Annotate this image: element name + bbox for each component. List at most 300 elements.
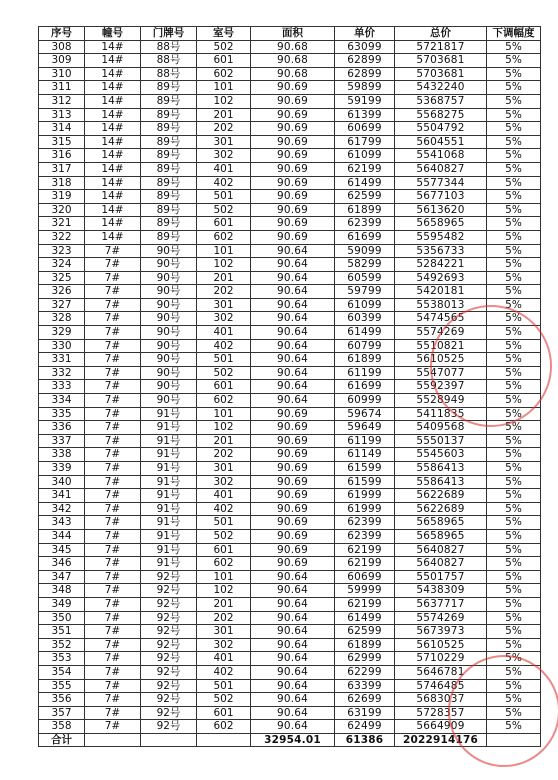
- reduction-cell: 5%: [487, 462, 541, 476]
- area-cell: 90.64: [251, 597, 335, 611]
- building-cell: 7#: [85, 502, 141, 516]
- area-cell: 90.69: [251, 529, 335, 543]
- door-number-cell: 90号: [141, 326, 197, 340]
- table-row: [39, 271, 541, 285]
- room-cell: 401: [197, 489, 251, 503]
- reduction-cell: 5%: [487, 597, 541, 611]
- unit-price-cell: 62899: [335, 67, 395, 81]
- table-row: [39, 149, 541, 163]
- reduction-cell: 5%: [487, 312, 541, 326]
- total-price-cell: 5658965: [395, 529, 487, 543]
- door-number-cell: 90号: [141, 353, 197, 367]
- room-cell: 401: [197, 162, 251, 176]
- table-row: [39, 489, 541, 503]
- room-cell: 101: [197, 81, 251, 95]
- building-cell: 14#: [85, 94, 141, 108]
- total-price-cell: 5613620: [395, 203, 487, 217]
- serial-cell: 323: [39, 244, 85, 258]
- header-door-number: 门牌号: [141, 27, 197, 41]
- room-cell: 502: [197, 40, 251, 54]
- serial-cell: 341: [39, 489, 85, 503]
- reduction-cell: 5%: [487, 217, 541, 231]
- serial-cell: 338: [39, 448, 85, 462]
- total-price-cell: 5574269: [395, 326, 487, 340]
- serial-cell: 332: [39, 366, 85, 380]
- door-number-cell: 92号: [141, 638, 197, 652]
- unit-price-cell: 59099: [335, 244, 395, 258]
- serial-cell: 326: [39, 285, 85, 299]
- unit-price-cell: 62399: [335, 516, 395, 530]
- room-cell: 202: [197, 122, 251, 136]
- serial-cell: 313: [39, 108, 85, 122]
- building-cell: 7#: [85, 693, 141, 707]
- area-cell: 90.69: [251, 462, 335, 476]
- serial-cell: 343: [39, 516, 85, 530]
- area-cell: 90.64: [251, 679, 335, 693]
- table-row: [39, 162, 541, 176]
- table-row: [39, 108, 541, 122]
- unit-price-cell: 62499: [335, 720, 395, 734]
- door-number-cell: 89号: [141, 176, 197, 190]
- unit-price-cell: 61199: [335, 366, 395, 380]
- total-price-cell: 5409568: [395, 421, 487, 435]
- serial-cell: 321: [39, 217, 85, 231]
- door-number-cell: 91号: [141, 407, 197, 421]
- total-price-cell: 5710229: [395, 652, 487, 666]
- room-cell: 302: [197, 312, 251, 326]
- room-cell: 101: [197, 570, 251, 584]
- door-number-cell: 90号: [141, 258, 197, 272]
- serial-cell: 356: [39, 693, 85, 707]
- room-cell: 202: [197, 448, 251, 462]
- room-cell: 602: [197, 557, 251, 571]
- area-cell: 90.68: [251, 54, 335, 68]
- table-row: [39, 258, 541, 272]
- table-row: [39, 285, 541, 299]
- reduction-cell: 5%: [487, 230, 541, 244]
- door-number-cell: 89号: [141, 108, 197, 122]
- total-price-cell: 5677103: [395, 190, 487, 204]
- table-row: [39, 706, 541, 720]
- total-price-cell: 5577344: [395, 176, 487, 190]
- room-cell: 302: [197, 149, 251, 163]
- total-price-cell: 5592397: [395, 380, 487, 394]
- table-row: [39, 638, 541, 652]
- table-row: [39, 40, 541, 54]
- building-cell: 7#: [85, 434, 141, 448]
- table-row: [39, 421, 541, 435]
- table-row: [39, 190, 541, 204]
- total-price-cell: 5356733: [395, 244, 487, 258]
- unit-price-cell: 59649: [335, 421, 395, 435]
- room-cell: 602: [197, 394, 251, 408]
- area-cell: 90.64: [251, 258, 335, 272]
- area-cell: 90.64: [251, 625, 335, 639]
- building-cell: 14#: [85, 40, 141, 54]
- building-cell: 7#: [85, 720, 141, 734]
- room-cell: 602: [197, 720, 251, 734]
- table-row: [39, 434, 541, 448]
- building-cell: 14#: [85, 176, 141, 190]
- unit-price-cell: 59899: [335, 81, 395, 95]
- table-row: [39, 448, 541, 462]
- table-row: [39, 230, 541, 244]
- building-cell: 7#: [85, 244, 141, 258]
- total-price-cell: 5728357: [395, 706, 487, 720]
- total-empty-cell: [197, 733, 251, 747]
- total-price-cell: 5673973: [395, 625, 487, 639]
- area-cell: 90.64: [251, 394, 335, 408]
- building-cell: 7#: [85, 584, 141, 598]
- total-price-cell: 5604551: [395, 135, 487, 149]
- serial-cell: 336: [39, 421, 85, 435]
- table-row: [39, 652, 541, 666]
- header-total-price: 总价: [395, 27, 487, 41]
- total-price-cell: 5721817: [395, 40, 487, 54]
- reduction-cell: 5%: [487, 135, 541, 149]
- area-cell: 90.69: [251, 434, 335, 448]
- header-room: 室号: [197, 27, 251, 41]
- door-number-cell: 92号: [141, 706, 197, 720]
- reduction-cell: 5%: [487, 81, 541, 95]
- door-number-cell: 89号: [141, 162, 197, 176]
- total-price-cell: 5501757: [395, 570, 487, 584]
- building-cell: 7#: [85, 543, 141, 557]
- area-cell: 90.69: [251, 122, 335, 136]
- building-cell: 7#: [85, 597, 141, 611]
- building-cell: 7#: [85, 462, 141, 476]
- serial-cell: 355: [39, 679, 85, 693]
- table-row: [39, 570, 541, 584]
- table-row: [39, 407, 541, 421]
- unit-price-cell: 59799: [335, 285, 395, 299]
- reduction-cell: 5%: [487, 706, 541, 720]
- table-row: [39, 366, 541, 380]
- reduction-cell: 5%: [487, 529, 541, 543]
- unit-price-cell: 61149: [335, 448, 395, 462]
- room-cell: 202: [197, 611, 251, 625]
- unit-price-cell: 61099: [335, 298, 395, 312]
- area-cell: 90.68: [251, 40, 335, 54]
- serial-cell: 339: [39, 462, 85, 476]
- reduction-cell: 5%: [487, 271, 541, 285]
- door-number-cell: 91号: [141, 462, 197, 476]
- building-cell: 14#: [85, 230, 141, 244]
- serial-cell: 331: [39, 353, 85, 367]
- building-cell: 7#: [85, 271, 141, 285]
- total-price-cell: 5658965: [395, 217, 487, 231]
- reduction-cell: 5%: [487, 353, 541, 367]
- door-number-cell: 89号: [141, 149, 197, 163]
- total-price-cell: 5284221: [395, 258, 487, 272]
- serial-cell: 315: [39, 135, 85, 149]
- table-row: [39, 394, 541, 408]
- building-cell: 7#: [85, 679, 141, 693]
- unit-price-cell: 59199: [335, 94, 395, 108]
- building-cell: 7#: [85, 407, 141, 421]
- total-price-cell: 5547077: [395, 366, 487, 380]
- area-cell: 90.69: [251, 81, 335, 95]
- serial-cell: 319: [39, 190, 85, 204]
- door-number-cell: 91号: [141, 475, 197, 489]
- door-number-cell: 89号: [141, 94, 197, 108]
- table-row: [39, 679, 541, 693]
- room-cell: 402: [197, 502, 251, 516]
- room-cell: 201: [197, 597, 251, 611]
- door-number-cell: 92号: [141, 584, 197, 598]
- serial-cell: 325: [39, 271, 85, 285]
- table-row: [39, 244, 541, 258]
- building-cell: 7#: [85, 380, 141, 394]
- reduction-cell: 5%: [487, 149, 541, 163]
- reduction-cell: 5%: [487, 380, 541, 394]
- room-cell: 301: [197, 135, 251, 149]
- unit-price-cell: 62399: [335, 217, 395, 231]
- reduction-cell: 5%: [487, 176, 541, 190]
- unit-price-cell: 58299: [335, 258, 395, 272]
- reduction-cell: 5%: [487, 94, 541, 108]
- area-cell: 90.69: [251, 94, 335, 108]
- room-cell: 301: [197, 462, 251, 476]
- total-price-cell: 5746485: [395, 679, 487, 693]
- serial-cell: 335: [39, 407, 85, 421]
- total-price-cell: 5368757: [395, 94, 487, 108]
- reduction-cell: 5%: [487, 40, 541, 54]
- building-cell: 7#: [85, 421, 141, 435]
- building-cell: 7#: [85, 652, 141, 666]
- area-cell: 90.64: [251, 638, 335, 652]
- reduction-cell: 5%: [487, 448, 541, 462]
- table-row: [39, 557, 541, 571]
- area-cell: 90.69: [251, 516, 335, 530]
- door-number-cell: 91号: [141, 502, 197, 516]
- building-cell: 14#: [85, 54, 141, 68]
- reduction-cell: 5%: [487, 203, 541, 217]
- area-cell: 90.69: [251, 108, 335, 122]
- room-cell: 401: [197, 652, 251, 666]
- total-price-cell: 5703681: [395, 67, 487, 81]
- reduction-cell: 5%: [487, 720, 541, 734]
- serial-cell: 312: [39, 94, 85, 108]
- door-number-cell: 91号: [141, 543, 197, 557]
- total-price-cell: 5610525: [395, 638, 487, 652]
- serial-cell: 342: [39, 502, 85, 516]
- area-cell: 90.69: [251, 489, 335, 503]
- serial-cell: 316: [39, 149, 85, 163]
- door-number-cell: 89号: [141, 135, 197, 149]
- building-cell: 7#: [85, 339, 141, 353]
- area-cell: 90.64: [251, 720, 335, 734]
- reduction-cell: 5%: [487, 543, 541, 557]
- building-cell: 7#: [85, 529, 141, 543]
- door-number-cell: 91号: [141, 516, 197, 530]
- building-cell: 14#: [85, 122, 141, 136]
- total-price-cell: 5538013: [395, 298, 487, 312]
- total-price: 2022914176: [395, 733, 487, 747]
- total-row: [39, 733, 541, 747]
- building-cell: 7#: [85, 353, 141, 367]
- door-number-cell: 90号: [141, 271, 197, 285]
- serial-cell: 322: [39, 230, 85, 244]
- serial-cell: 320: [39, 203, 85, 217]
- building-cell: 7#: [85, 326, 141, 340]
- table-row: [39, 67, 541, 81]
- area-cell: 90.69: [251, 557, 335, 571]
- door-number-cell: 90号: [141, 298, 197, 312]
- unit-price-cell: 61099: [335, 149, 395, 163]
- total-price-cell: 5438309: [395, 584, 487, 598]
- unit-price-cell: 60999: [335, 394, 395, 408]
- area-cell: 90.64: [251, 380, 335, 394]
- unit-price-cell: 62599: [335, 625, 395, 639]
- total-price-cell: 5574269: [395, 611, 487, 625]
- unit-price-cell: 62299: [335, 665, 395, 679]
- building-cell: 14#: [85, 203, 141, 217]
- room-cell: 102: [197, 258, 251, 272]
- total-price-cell: 5622689: [395, 489, 487, 503]
- serial-cell: 314: [39, 122, 85, 136]
- unit-price-cell: 61399: [335, 108, 395, 122]
- serial-cell: 309: [39, 54, 85, 68]
- door-number-cell: 90号: [141, 285, 197, 299]
- reduction-cell: 5%: [487, 366, 541, 380]
- total-label: 合计: [39, 733, 85, 747]
- area-cell: 90.69: [251, 203, 335, 217]
- room-cell: 301: [197, 625, 251, 639]
- total-price-cell: 5528949: [395, 394, 487, 408]
- area-cell: 90.64: [251, 665, 335, 679]
- reduction-cell: 5%: [487, 625, 541, 639]
- serial-cell: 348: [39, 584, 85, 598]
- total-area: 32954.01: [251, 733, 335, 747]
- room-cell: 201: [197, 271, 251, 285]
- reduction-cell: 5%: [487, 190, 541, 204]
- total-price-cell: 5492693: [395, 271, 487, 285]
- room-cell: 102: [197, 421, 251, 435]
- room-cell: 301: [197, 298, 251, 312]
- unit-price-cell: 62199: [335, 557, 395, 571]
- table-body: [39, 40, 541, 733]
- room-cell: 602: [197, 230, 251, 244]
- reduction-cell: 5%: [487, 584, 541, 598]
- unit-price-cell: 61499: [335, 611, 395, 625]
- table-row: [39, 326, 541, 340]
- reduction-cell: 5%: [487, 298, 541, 312]
- reduction-cell: 5%: [487, 652, 541, 666]
- room-cell: 501: [197, 190, 251, 204]
- room-cell: 202: [197, 285, 251, 299]
- room-cell: 201: [197, 108, 251, 122]
- reduction-cell: 5%: [487, 434, 541, 448]
- unit-price-cell: 61499: [335, 326, 395, 340]
- door-number-cell: 88号: [141, 40, 197, 54]
- total-price-cell: 5510821: [395, 339, 487, 353]
- table-row: [39, 720, 541, 734]
- door-number-cell: 92号: [141, 570, 197, 584]
- reduction-cell: 5%: [487, 407, 541, 421]
- room-cell: 502: [197, 366, 251, 380]
- area-cell: 90.69: [251, 176, 335, 190]
- room-cell: 502: [197, 693, 251, 707]
- table-row: [39, 203, 541, 217]
- reduction-cell: 5%: [487, 516, 541, 530]
- reduction-cell: 5%: [487, 665, 541, 679]
- room-cell: 302: [197, 475, 251, 489]
- door-number-cell: 92号: [141, 720, 197, 734]
- total-price-cell: 5703681: [395, 54, 487, 68]
- area-cell: 90.69: [251, 407, 335, 421]
- serial-cell: 354: [39, 665, 85, 679]
- building-cell: 7#: [85, 516, 141, 530]
- building-cell: 7#: [85, 448, 141, 462]
- unit-price-cell: 61699: [335, 230, 395, 244]
- area-cell: 90.69: [251, 217, 335, 231]
- building-cell: 14#: [85, 108, 141, 122]
- room-cell: 602: [197, 67, 251, 81]
- room-cell: 102: [197, 584, 251, 598]
- header-unit-price: 单价: [335, 27, 395, 41]
- door-number-cell: 89号: [141, 81, 197, 95]
- reduction-cell: 5%: [487, 122, 541, 136]
- room-cell: 402: [197, 665, 251, 679]
- total-price-cell: 5586413: [395, 462, 487, 476]
- building-cell: 7#: [85, 475, 141, 489]
- building-cell: 14#: [85, 67, 141, 81]
- table-row: [39, 81, 541, 95]
- building-cell: 14#: [85, 217, 141, 231]
- table-row: [39, 380, 541, 394]
- total-price-cell: 5640827: [395, 543, 487, 557]
- unit-price-cell: 61899: [335, 353, 395, 367]
- door-number-cell: 89号: [141, 190, 197, 204]
- serial-cell: 349: [39, 597, 85, 611]
- serial-cell: 352: [39, 638, 85, 652]
- building-cell: 14#: [85, 81, 141, 95]
- serial-cell: 344: [39, 529, 85, 543]
- unit-price-cell: 61999: [335, 489, 395, 503]
- room-cell: 302: [197, 638, 251, 652]
- area-cell: 90.64: [251, 611, 335, 625]
- total-price-cell: 5640827: [395, 162, 487, 176]
- area-cell: 90.64: [251, 652, 335, 666]
- building-cell: 7#: [85, 638, 141, 652]
- area-cell: 90.64: [251, 285, 335, 299]
- reduction-cell: 5%: [487, 394, 541, 408]
- reduction-cell: 5%: [487, 693, 541, 707]
- serial-cell: 337: [39, 434, 85, 448]
- door-number-cell: 88号: [141, 67, 197, 81]
- reduction-cell: 5%: [487, 339, 541, 353]
- building-cell: 7#: [85, 394, 141, 408]
- area-cell: 90.64: [251, 244, 335, 258]
- table-row: [39, 217, 541, 231]
- serial-cell: 358: [39, 720, 85, 734]
- total-unit-price: 61386: [335, 733, 395, 747]
- building-cell: 7#: [85, 258, 141, 272]
- total-price-cell: 5640827: [395, 557, 487, 571]
- table-row: [39, 54, 541, 68]
- serial-cell: 310: [39, 67, 85, 81]
- unit-price-cell: 61899: [335, 638, 395, 652]
- serial-cell: 351: [39, 625, 85, 639]
- table-row: [39, 665, 541, 679]
- reduction-cell: 5%: [487, 108, 541, 122]
- table-row: [39, 693, 541, 707]
- room-cell: 101: [197, 407, 251, 421]
- building-cell: 7#: [85, 557, 141, 571]
- door-number-cell: 92号: [141, 693, 197, 707]
- unit-price-cell: 59999: [335, 584, 395, 598]
